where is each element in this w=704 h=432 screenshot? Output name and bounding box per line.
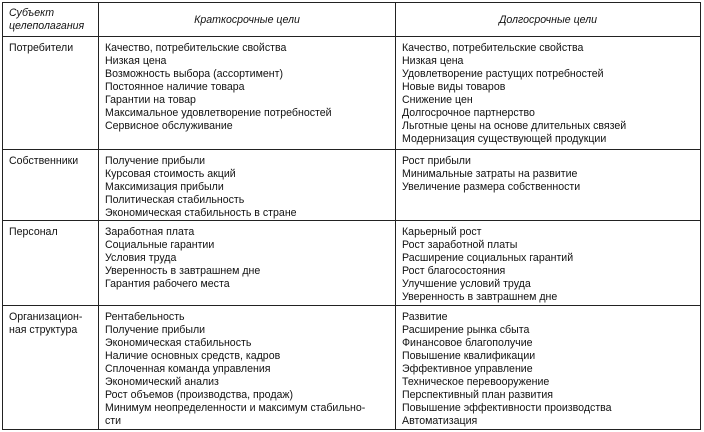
goal-item: Карьерный рост	[402, 226, 482, 238]
goal-item: Повышение квалификации	[402, 350, 536, 362]
header-subject: Субъект целеполагания	[3, 3, 99, 37]
goal-item: Наличие основных средств, кадров	[105, 350, 281, 362]
goal-item: Рост заработной платы	[402, 239, 518, 251]
table-row	[3, 306, 701, 430]
goal-item: Увеличение размера собственности	[402, 181, 581, 193]
goals-table	[2, 2, 701, 430]
goal-item: Качество, потребительские свойства	[105, 42, 287, 54]
subject-cell: Потребители	[3, 37, 99, 150]
goal-item: Повышение эффективности производства	[402, 402, 612, 414]
header-long-term: Долгосрочные цели	[396, 3, 701, 37]
goal-item: Максимальное удовлетворение потребностей	[105, 107, 332, 119]
goal-item: Расширение социальных гарантий	[402, 252, 574, 264]
goal-item: Возможность выбора (ассортимент)	[105, 68, 283, 80]
goal-item: Максимизация прибыли	[105, 181, 224, 193]
goal-item: Экономическая стабильность	[105, 337, 252, 349]
goal-item: Эффективное управление	[402, 363, 533, 375]
goal-item: Финансовое благополучие	[402, 337, 533, 349]
goal-item: Удовлетворение растущих потребностей	[402, 68, 604, 80]
goal-item: Рост объемов (производства, продаж)	[105, 389, 294, 401]
goal-item: Низкая цена	[402, 55, 464, 67]
goal-item: Развитие	[402, 311, 448, 323]
goal-item: Рост прибыли	[402, 155, 471, 167]
table-row	[3, 37, 701, 150]
short-term-cell	[99, 221, 396, 306]
goal-item: Минимальные затраты на развитие	[402, 168, 578, 180]
long-term-cell	[396, 306, 701, 430]
goal-item: Курсовая стоимость акций	[105, 168, 236, 180]
goal-item: Новые виды товаров	[402, 81, 506, 93]
goal-item: Постоянное наличие товара	[105, 81, 245, 93]
goal-item: Сервисное обслуживание	[105, 120, 233, 132]
goal-item: Модернизация существующей продукции	[402, 133, 607, 145]
goal-item: Техническое перевооружение	[402, 376, 550, 388]
subject-cell: Персонал	[3, 221, 99, 306]
goal-item: Снижение цен	[402, 94, 473, 106]
goal-item: Улучшение условий труда	[402, 278, 531, 290]
goal-item: Льготные цены на основе длительных связей	[402, 120, 627, 132]
goal-item: Низкая цена	[105, 55, 167, 67]
long-term-cell	[396, 37, 701, 150]
goal-item: Экономический анализ	[105, 376, 219, 388]
goal-item: Минимум неопределенности и максимум стабильно-	[105, 402, 366, 414]
goal-item: Политическая стабильность	[105, 194, 245, 206]
long-term-cell	[396, 221, 701, 306]
goal-item: Сплоченная команда управления	[105, 363, 271, 375]
goal-item: Уверенность в завтрашнем дне	[402, 291, 558, 303]
header-row	[3, 3, 701, 37]
goal-item: Расширение рынка сбыта	[402, 324, 530, 336]
goal-item: Получение прибыли	[105, 324, 206, 336]
goal-item: Получение прибыли	[105, 155, 206, 167]
table-row	[3, 150, 701, 221]
short-term-cell	[99, 37, 396, 150]
goal-item: Социальные гарантии	[105, 239, 215, 251]
goal-item: Перспективный план развития	[402, 389, 553, 401]
goal-item: Условия труда	[105, 252, 177, 264]
subject-cell: Собственники	[3, 150, 99, 221]
goal-item: Экономическая стабильность в стране	[105, 207, 297, 219]
short-term-cell	[99, 306, 396, 430]
long-term-cell	[396, 150, 701, 221]
short-term-cell	[99, 150, 396, 221]
table-row	[3, 221, 701, 306]
goal-item: Качество, потребительские свойства	[402, 42, 584, 54]
goal-item: Долгосрочное партнерство	[402, 107, 535, 119]
goal-item: Уверенность в завтрашнем дне	[105, 265, 261, 277]
goal-item: Гарантии на товар	[105, 94, 196, 106]
goal-item: Автоматизация	[402, 415, 478, 427]
goal-item: Рентабельность	[105, 311, 185, 323]
subject-cell: Организацион-ная структура	[3, 306, 99, 430]
header-short-term: Краткосрочные цели	[99, 3, 396, 37]
goal-item: Заработная плата	[105, 226, 195, 238]
goal-item: сти	[105, 415, 122, 427]
goal-item: Рост благосостояния	[402, 265, 506, 277]
goal-item: Гарантия рабочего места	[105, 278, 230, 290]
